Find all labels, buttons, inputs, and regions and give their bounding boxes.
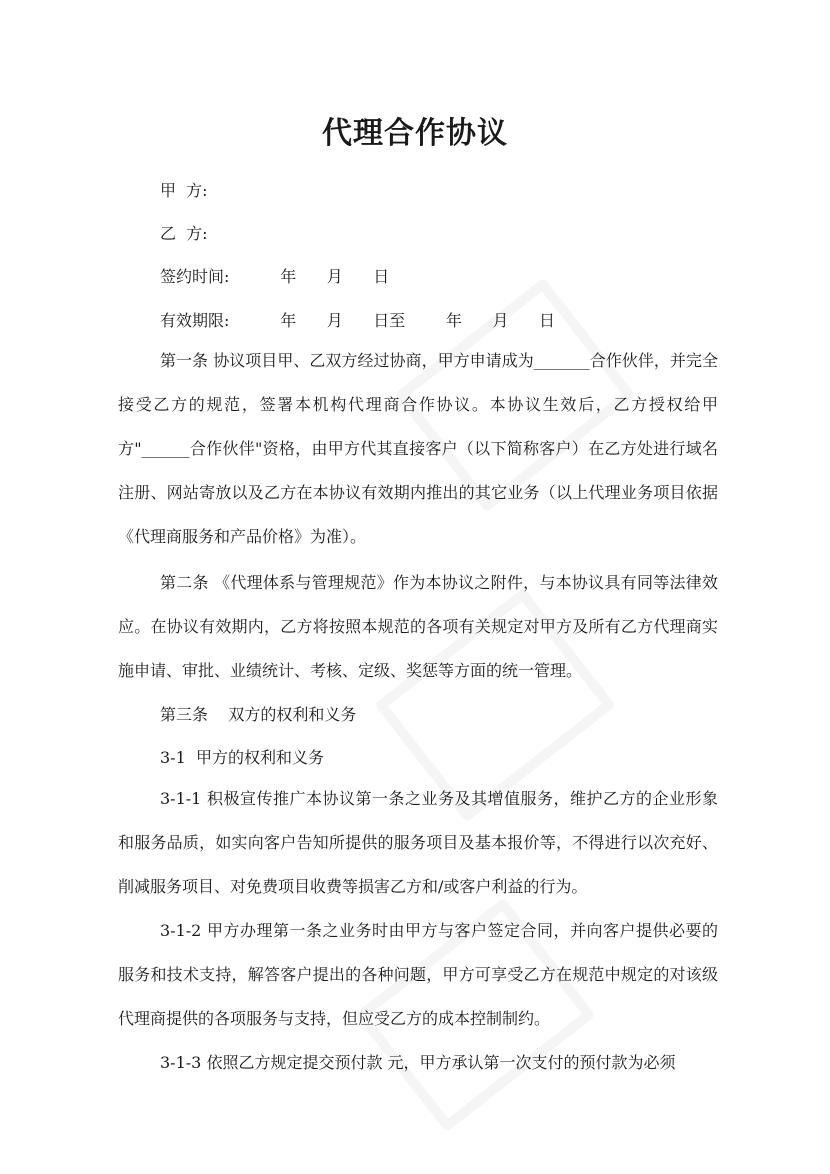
article-1: 第一条 协议项目甲、乙双方经过协商，甲方申请成为_______合作伙伴，并完全接受乙方的规范，签署本机构代理商合作协议。本协议生效后，乙方授权给甲方"______合作伙伴"资格，由甲方代其直接客户（以下简称客户）在乙方处进行域名注册、网站寄放以及乙方在本协议有效期内推出的其它业务（以上代理业务项目依据《代理商服务和产品价格》为准）。	[118, 351, 718, 546]
clause-3-1-3: 3-1-3 依照乙方规定提交预付款 元，甲方承认第一次支付的预付款为必须	[160, 1053, 676, 1072]
article-2: 第二条 《代理体系与管理规范》作为本协议之附件，与本协议具有同等法律效应。在协议有效期内，乙方将按照本规范的各项有关规定对甲方及所有乙方代理商实施申请、审批、业绩统计、考核、定级、奖惩等方面的统一管理。	[118, 573, 718, 680]
document-title: 代理合作协议	[322, 116, 508, 151]
clause-3-1-2: 3-1-2 甲方办理第一条之业务时由甲方与客户签定合同，并向客户提供必要的服务和技术支持，解答客户提出的各种问题，甲方可享受乙方在规范中规定的对该级代理商提供的各项服务与支持，但应受乙方的成本控制制约。	[118, 921, 718, 1028]
party-a-field: 甲 方:	[160, 181, 208, 200]
clause-3-1-1: 3-1-1 积极宣传推广本协议第一条之业务及其增值服务，维护乙方的企业形象和服务品质，如实向客户告知所提供的服务项目及基本报价等，不得进行以次充好、削减服务项目、对免费项目收费等损害乙方和/或客户利益的行为。	[118, 789, 718, 896]
section-3-1-heading: 3-1 甲方的权利和义务	[160, 748, 324, 767]
party-b-field: 乙 方:	[160, 224, 208, 243]
article-3-heading: 第三条 双方的权利和义务	[160, 705, 357, 724]
sign-date-field: 签约时间: 年 月 日	[160, 267, 390, 286]
valid-period-field: 有效期限: 年 月 日至 年 月 日	[160, 311, 556, 330]
